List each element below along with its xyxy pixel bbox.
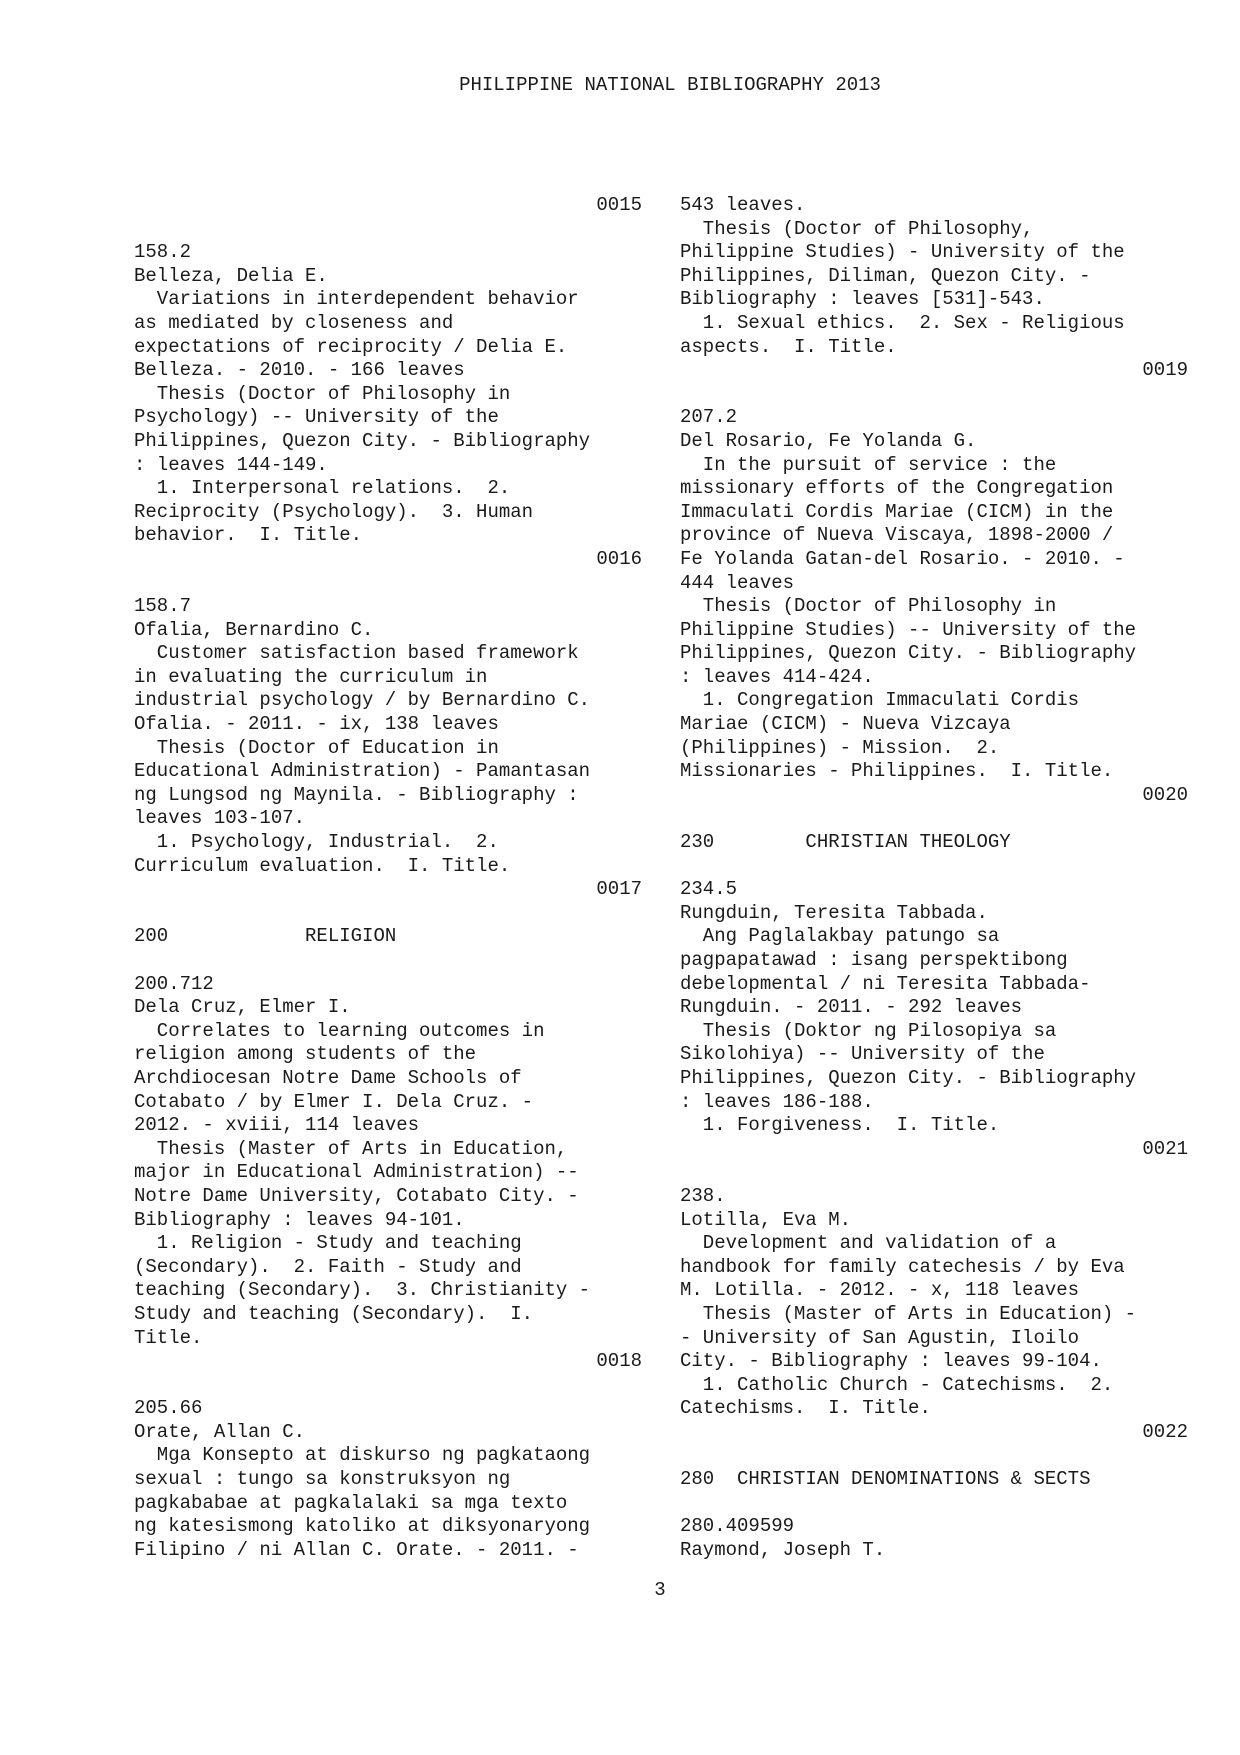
text-line: Bibliography : leaves 94-101. (134, 1208, 465, 1231)
text-line: Thesis (Master of Arts in Education) - (680, 1302, 1137, 1325)
text-line: Ofalia. - 2011. - ix, 138 leaves (134, 713, 499, 736)
blank-line (134, 902, 642, 926)
blank-line (680, 1444, 1188, 1468)
text-line: Raymond, Joseph T. (680, 1538, 886, 1561)
blank-line (680, 807, 1188, 831)
text-line: major in Educational Administration) -- (134, 1161, 579, 1184)
text-line: Catechisms. I. Title. (680, 1397, 931, 1420)
text-line: 238. (680, 1184, 726, 1207)
text-line: 2012. - xviii, 114 leaves (134, 1114, 420, 1137)
text-line: expectations of reciprocity / Delia E. (134, 335, 568, 358)
text-line: In the pursuit of service : the (680, 453, 1057, 476)
text-line: Philippines, Quezon City. - Bibliography (680, 1066, 1137, 1089)
text-line: missionary efforts of the Congregation (680, 477, 1114, 500)
entry-number: 0019 (1142, 359, 1188, 382)
text-line: ng Lungsod ng Maynila. - Bibliography : (134, 783, 579, 806)
entry-number: 0022 (1142, 1420, 1188, 1443)
text-line: - University of San Agustin, Iloilo (680, 1326, 1080, 1349)
text-line: 1. Catholic Church - Catechisms. 2. (680, 1373, 1114, 1396)
text-line: Thesis (Master of Arts in Education, (134, 1137, 568, 1160)
blank-line (680, 383, 1188, 407)
text-line: Ang Paglalakbay patungo sa (680, 925, 1000, 948)
text-line: Variations in interdependent behavior (134, 288, 579, 311)
text-line: (Secondary). 2. Faith - Study and (134, 1255, 522, 1278)
text-line: 200.712 (134, 972, 214, 995)
entry-number: 0015 (596, 194, 642, 216)
text-line: 1. Religion - Study and teaching (134, 1232, 522, 1255)
text-line: Notre Dame University, Cotabato City. - (134, 1184, 579, 1207)
text-line: Thesis (Doctor of Philosophy in (134, 382, 511, 405)
text-line: Curriculum evaluation. I. Title. (134, 854, 511, 877)
text-line: Missionaries - Philippines. I. Title. (680, 760, 1114, 783)
text-line: as mediated by closeness and (134, 311, 454, 334)
left-column (134, 194, 642, 1562)
text-line: ng katesismong katoliko at diksyonaryong (134, 1515, 591, 1538)
text-line: Philippines, Quezon City. - Bibliography (680, 642, 1137, 665)
text-line: : leaves 186-188. (680, 1090, 874, 1113)
blank-line (134, 218, 642, 242)
page-title: PHILIPPINE NATIONAL BIBLIOGRAPHY 2013 (459, 74, 881, 96)
text-line: 444 leaves (680, 571, 795, 594)
text-line: behavior. I. Title. (134, 524, 363, 547)
text-line: Thesis (Doctor of Philosophy, (680, 217, 1034, 240)
text-line: handbook for family catechesis / by Eva (680, 1255, 1125, 1278)
entry-number: 0021 (1142, 1137, 1188, 1160)
text-line: Correlates to learning outcomes in (134, 1019, 545, 1042)
text-line: leaves 103-107. (134, 807, 306, 830)
text-line: Thesis (Doctor of Education in (134, 736, 499, 759)
text-line: 207.2 (680, 406, 738, 429)
text-line: 1. Sexual ethics. 2. Sex - Religious (680, 311, 1125, 334)
text-line: : leaves 144-149. (134, 453, 328, 476)
text-line: Mga Konsepto at diskurso ng pagkataong (134, 1444, 591, 1467)
text-line: 234.5 (680, 878, 738, 901)
right-column (680, 194, 1188, 1562)
text-line: 280 CHRISTIAN DENOMINATIONS & SECTS (680, 1468, 1091, 1491)
text-line: Mariae (CICM) - Nueva Vizcaya (680, 713, 1011, 736)
text-line: Philippine Studies) - University of the (680, 241, 1125, 264)
text-line: 1. Forgiveness. I. Title. (680, 1114, 1000, 1137)
text-line: Psychology) -- University of the (134, 406, 499, 429)
text-line: Educational Administration) - Pamantasan (134, 760, 591, 783)
text-line: Ofalia, Bernardino C. (134, 618, 374, 641)
text-line: Study and teaching (Secondary). I. (134, 1302, 534, 1325)
text-line: Rungduin. - 2011. - 292 leaves (680, 996, 1023, 1019)
text-line: Immaculati Cordis Mariae (CICM) in the (680, 500, 1114, 523)
text-line: Dela Cruz, Elmer I. (134, 996, 351, 1019)
blank-line (680, 1492, 1188, 1516)
entry-number: 0018 (596, 1350, 642, 1373)
text-line: 158.2 (134, 241, 192, 264)
text-line: Bibliography : leaves [531]-543. (680, 288, 1045, 311)
text-line: Philippines, Quezon City. - Bibliography (134, 429, 591, 452)
text-line: 1. Interpersonal relations. 2. (134, 477, 511, 500)
text-line: province of Nueva Viscaya, 1898-2000 / (680, 524, 1114, 547)
text-line: Archdiocesan Notre Dame Schools of (134, 1066, 522, 1089)
blank-line (680, 1161, 1188, 1185)
text-line: (Philippines) - Mission. 2. (680, 736, 1000, 759)
text-line: Development and validation of a (680, 1232, 1057, 1255)
text-line: Customer satisfaction based framework (134, 642, 579, 665)
text-line: 200 RELIGION (134, 925, 397, 948)
text-line: 230 CHRISTIAN THEOLOGY (680, 831, 1011, 854)
text-line: 205.66 (134, 1397, 203, 1420)
text-line: 280.409599 (680, 1515, 795, 1538)
text-line: Thesis (Doktor ng Pilosopiya sa (680, 1019, 1057, 1042)
text-line: 1. Congregation Immaculati Cordis (680, 689, 1080, 712)
page-number: 3 (654, 1579, 666, 1601)
text-line: Cotabato / by Elmer I. Dela Cruz. - (134, 1090, 534, 1113)
text-line: Sikolohiya) -- University of the (680, 1043, 1045, 1066)
text-line: Lotilla, Eva M. (680, 1208, 852, 1231)
text-line: in evaluating the curriculum in (134, 665, 488, 688)
entry-number: 0016 (596, 547, 642, 570)
text-line: sexual : tungo sa konstruksyon ng (134, 1468, 511, 1491)
entry-number: 0020 (1142, 783, 1188, 806)
text-line: Philippine Studies) -- University of the (680, 618, 1137, 641)
text-line: M. Lotilla. - 2012. - x, 118 leaves (680, 1279, 1080, 1302)
blank-line (680, 855, 1188, 879)
text-line: Filipino / ni Allan C. Orate. - 2011. - (134, 1538, 579, 1561)
text-line: Reciprocity (Psychology). 3. Human (134, 500, 534, 523)
text-line: 158.7 (134, 595, 192, 618)
text-line: City. - Bibliography : leaves 99-104. (680, 1350, 1102, 1373)
blank-line (134, 949, 642, 973)
text-line: aspects. I. Title. (680, 335, 897, 358)
text-line: debelopmental / ni Teresita Tabbada- (680, 972, 1091, 995)
text-line: religion among students of the (134, 1043, 477, 1066)
entry-number: 0017 (596, 878, 642, 901)
text-line: Belleza, Delia E. (134, 264, 328, 287)
text-line: 543 leaves. (680, 194, 806, 216)
text-line: pagpapatawad : isang perspektibong (680, 949, 1068, 971)
text-line: 1. Psychology, Industrial. 2. (134, 831, 499, 854)
text-line: Belleza. - 2010. - 166 leaves (134, 359, 465, 382)
text-line: Del Rosario, Fe Yolanda G. (680, 429, 977, 452)
text-line: industrial psychology / by Bernardino C. (134, 689, 591, 712)
text-line: Title. (134, 1326, 203, 1349)
blank-line (134, 1374, 642, 1398)
blank-line (134, 572, 642, 596)
text-line: : leaves 414-424. (680, 665, 874, 688)
text-line: Rungduin, Teresita Tabbada. (680, 901, 988, 924)
text-line: Thesis (Doctor of Philosophy in (680, 595, 1057, 618)
text-line: pagkababae at pagkalalaki sa mga texto (134, 1491, 568, 1514)
text-line: Orate, Allan C. (134, 1420, 306, 1443)
text-line: Fe Yolanda Gatan-del Rosario. - 2010. - (680, 547, 1125, 570)
text-line: teaching (Secondary). 3. Christianity - (134, 1279, 591, 1302)
text-line: Philippines, Diliman, Quezon City. - (680, 264, 1091, 287)
